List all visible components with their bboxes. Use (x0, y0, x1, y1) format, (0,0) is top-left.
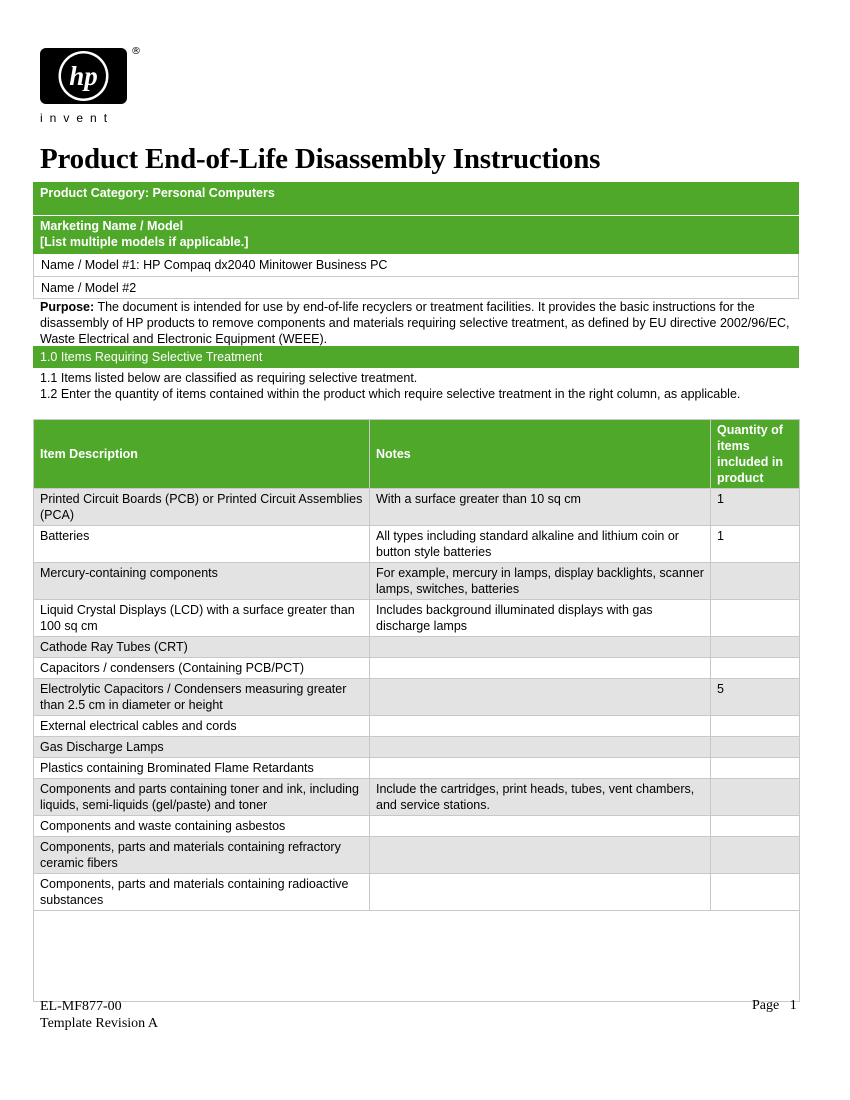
table-row (34, 679, 800, 716)
table-body (34, 489, 800, 1002)
item-description-cell: Liquid Crystal Displays (LCD) with a surface greater than 100 sq cm (34, 600, 370, 637)
header-item-description: Item Description (34, 420, 370, 489)
item-description-cell: Plastics containing Brominated Flame Retardants (34, 758, 370, 779)
item-description-cell: Mercury-containing components (34, 563, 370, 600)
table-row (34, 816, 800, 837)
purpose-label: Purpose: (40, 300, 95, 314)
blank-cell (34, 911, 800, 1002)
model-1-row (33, 254, 799, 277)
notes-cell (370, 758, 711, 779)
table-row (34, 716, 800, 737)
table-row (34, 489, 800, 526)
notes-cell (370, 658, 711, 679)
quantity-cell: 1 (711, 526, 800, 563)
section-heading: 1.0 Items Requiring Selective Treatment (40, 350, 263, 364)
quantity-cell (711, 563, 800, 600)
item-description-cell: Capacitors / condensers (Containing PCB/PCT) (34, 658, 370, 679)
quantity-cell (711, 600, 800, 637)
quantity-cell (711, 874, 800, 911)
item-description-cell: Components, parts and materials containing refractory ceramic fibers (34, 837, 370, 874)
notes-cell (370, 637, 711, 658)
header-quantity: Quantity of items included in product (711, 420, 800, 489)
notes-cell: With a surface greater than 10 sq cm (370, 489, 711, 526)
hp-logo-icon (40, 48, 127, 104)
purpose-text: The document is intended for use by end-of-life recyclers or treatment facilities. It provides the basic instructions for the disassembly of HP products to remove components and materials requiring selective treatment, as defined by EU directive 2002/96/EC, Waste Electrical and Electronic Equipment (WEEE). (40, 300, 790, 346)
quantity-cell: 1 (711, 489, 800, 526)
marketing-name-label: Marketing Name / Model (40, 219, 184, 233)
quantity-cell (711, 658, 800, 679)
table-row (34, 563, 800, 600)
table-row (34, 637, 800, 658)
item-description-cell: Electrolytic Capacitors / Condensers measuring greater than 2.5 cm in diameter or height (34, 679, 370, 716)
product-category-bar (33, 182, 799, 215)
table-blank-row (34, 911, 800, 1002)
instruction-1: 1.1 Items listed below are classified as requiring selective treatment. (40, 371, 418, 385)
table-row (34, 658, 800, 679)
notes-cell (370, 837, 711, 874)
item-description-cell: Components and parts containing toner and ink, including liquids, semi-liquids (gel/paste) and toner (34, 779, 370, 816)
quantity-cell (711, 737, 800, 758)
table-row (34, 837, 800, 874)
notes-cell (370, 816, 711, 837)
header-notes: Notes (370, 420, 711, 489)
table-header-row (34, 420, 800, 489)
table-row (34, 737, 800, 758)
purpose-paragraph (40, 299, 798, 347)
footer-revision: Template Revision A (40, 1016, 159, 1031)
instruction-2: 1.2 Enter the quantity of items contained within the product which require selective treatment in the right column, as applicable. (40, 387, 741, 401)
registered-mark: ® (131, 46, 141, 57)
table-row (34, 758, 800, 779)
item-description-cell: Printed Circuit Boards (PCB) or Printed Circuit Assemblies (PCA) (34, 489, 370, 526)
product-category-label: Product Category: Personal Computers (40, 186, 275, 200)
marketing-name-note: [List multiple models if applicable.] (40, 235, 249, 249)
quantity-cell (711, 637, 800, 658)
item-description-cell: External electrical cables and cords (34, 716, 370, 737)
model-2-row (33, 277, 799, 299)
logo-text: hp (69, 61, 98, 91)
quantity-cell: 5 (711, 679, 800, 716)
quantity-cell (711, 816, 800, 837)
marketing-name-bar (33, 216, 799, 254)
footer-code: EL-MF877-00 (40, 999, 122, 1014)
notes-cell: For example, mercury in lamps, display backlights, scanner lamps, switches, batteries (370, 563, 711, 600)
table-row (34, 600, 800, 637)
quantity-cell (711, 837, 800, 874)
notes-cell (370, 716, 711, 737)
footer-page-number: Page 1 (752, 998, 797, 1013)
model-1-text: Name / Model #1: HP Compaq dx2040 Minitower Business PC (41, 258, 388, 272)
selective-treatment-table (33, 419, 800, 1002)
notes-cell: All types including standard alkaline and lithium coin or button style batteries (370, 526, 711, 563)
section-heading-bar (33, 346, 799, 368)
model-2-text: Name / Model #2 (41, 281, 137, 295)
notes-cell: Include the cartridges, print heads, tubes, vent chambers, and service stations. (370, 779, 711, 816)
item-description-cell: Components and waste containing asbestos (34, 816, 370, 837)
item-description-cell: Gas Discharge Lamps (34, 737, 370, 758)
notes-cell (370, 874, 711, 911)
item-description-cell: Components, parts and materials containing radioactive substances (34, 874, 370, 911)
table-row (34, 779, 800, 816)
quantity-cell (711, 716, 800, 737)
table-row (34, 874, 800, 911)
table-row (34, 526, 800, 563)
footer-document-info (40, 998, 158, 1032)
instructions (40, 370, 798, 402)
notes-cell (370, 679, 711, 716)
document-title: Product End-of-Life Disassembly Instructions (40, 143, 601, 175)
notes-cell (370, 737, 711, 758)
quantity-cell (711, 758, 800, 779)
item-description-cell: Batteries (34, 526, 370, 563)
notes-cell: Includes background illuminated displays with gas discharge lamps (370, 600, 711, 637)
hp-logo (40, 48, 127, 104)
logo-tagline: invent (40, 111, 115, 125)
quantity-cell (711, 779, 800, 816)
item-description-cell: Cathode Ray Tubes (CRT) (34, 637, 370, 658)
